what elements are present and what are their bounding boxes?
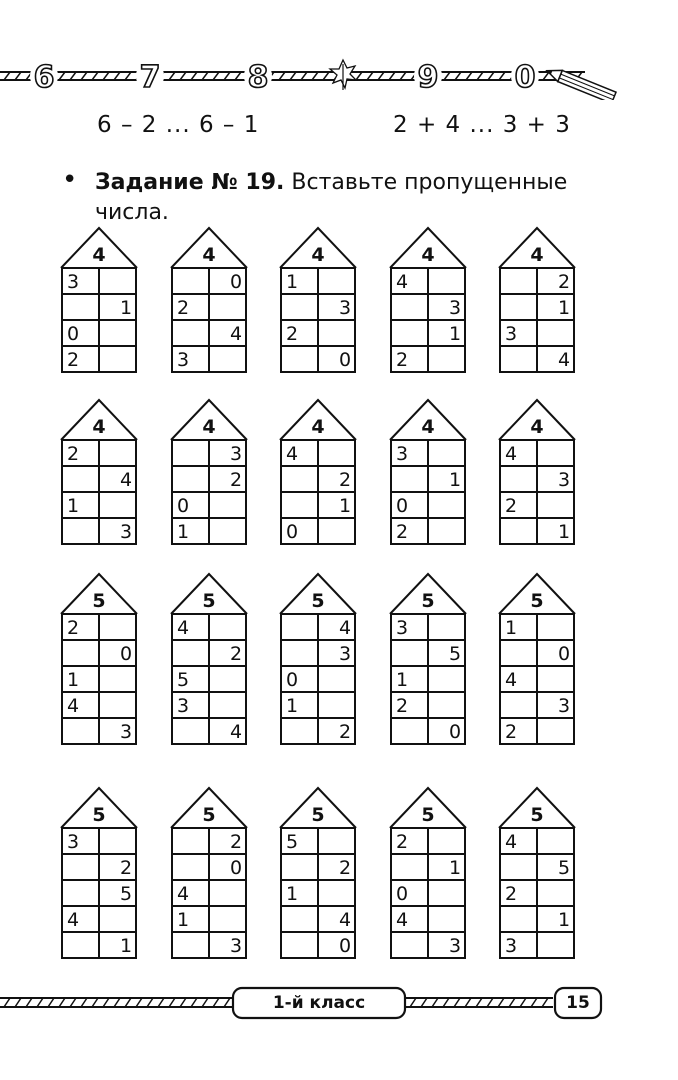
house-cell-number: 4 [177, 617, 190, 639]
house-cell-number: 2 [396, 349, 409, 371]
house-cell-empty[interactable] [501, 269, 536, 293]
house-cell-number: 0 [449, 721, 462, 743]
house-cell-empty[interactable] [282, 933, 317, 957]
house-cell-empty[interactable] [392, 467, 427, 491]
house-cell-number: 3 [339, 297, 352, 319]
house-cell-number: 1 [177, 521, 190, 543]
number-house [61, 400, 137, 544]
number-house [499, 788, 575, 958]
house-cell-empty[interactable] [210, 295, 245, 319]
house-cell-empty[interactable] [100, 907, 135, 931]
house-cell-number: 3 [505, 323, 518, 345]
house-cell-empty[interactable] [392, 719, 427, 743]
house-cell-empty[interactable] [429, 667, 464, 691]
house-roof-number: 5 [311, 590, 325, 612]
number-house [280, 400, 356, 544]
house-cell-number: 1 [558, 297, 571, 319]
house-cell-number: 1 [67, 669, 80, 691]
house-cell-empty[interactable] [173, 719, 208, 743]
house-cell-number: 0 [558, 643, 571, 665]
number-house [280, 228, 356, 372]
house-cell-empty[interactable] [429, 269, 464, 293]
house-cell-empty[interactable] [173, 829, 208, 853]
house-cell-number: 0 [286, 669, 299, 691]
number-house [280, 788, 356, 958]
task-label: Задание № 19. [95, 170, 285, 195]
house-cell-empty[interactable] [538, 719, 573, 743]
house-cell-empty[interactable] [63, 933, 98, 957]
house-cell-empty[interactable] [100, 347, 135, 371]
house-cell-number: 2 [396, 695, 409, 717]
house-cell-empty[interactable] [538, 829, 573, 853]
house-cell-empty[interactable] [173, 641, 208, 665]
house-cell-empty[interactable] [429, 347, 464, 371]
house-roof-number: 4 [202, 416, 216, 438]
number-house [61, 228, 137, 372]
house-cell-empty[interactable] [173, 321, 208, 345]
number-house [390, 788, 466, 958]
number-house [171, 788, 247, 958]
number-house [390, 574, 466, 744]
house-cell-empty[interactable] [392, 641, 427, 665]
house-cell-empty[interactable] [538, 667, 573, 691]
house-cell-empty[interactable] [501, 907, 536, 931]
house-cell-number: 3 [396, 443, 409, 465]
house-cell-number: 2 [505, 721, 518, 743]
house-cell-empty[interactable] [538, 321, 573, 345]
task-text: Вставьте пропущенные числа. [95, 170, 568, 225]
house-cell-empty[interactable] [538, 933, 573, 957]
house-cell-number: 2 [67, 617, 80, 639]
house-cell-number: 1 [120, 297, 133, 319]
house-roof-number: 5 [202, 804, 216, 826]
house-cell-empty[interactable] [282, 493, 317, 517]
house-cell-number: 2 [558, 271, 571, 293]
house-cell-number: 2 [120, 857, 133, 879]
house-roof-number: 4 [421, 244, 435, 266]
house-cell-number: 2 [286, 323, 299, 345]
house-cell-empty[interactable] [501, 855, 536, 879]
house-cell-number: 4 [230, 323, 243, 345]
house-cell-empty[interactable] [392, 295, 427, 319]
house-roof-number: 5 [530, 590, 544, 612]
house-cell-number: 4 [67, 909, 80, 931]
house-cell-number: 1 [505, 617, 518, 639]
number-house [61, 574, 137, 744]
house-cell-empty[interactable] [538, 441, 573, 465]
house-cell-number: 1 [67, 495, 80, 517]
house-cell-empty[interactable] [63, 467, 98, 491]
house-roof-number: 5 [92, 590, 106, 612]
house-roof-number: 4 [530, 416, 544, 438]
house-cell-number: 2 [505, 883, 518, 905]
house-cell-number: 5 [120, 883, 133, 905]
house-cell-number: 1 [449, 469, 462, 491]
house-cell-number: 2 [177, 297, 190, 319]
house-cell-empty[interactable] [63, 641, 98, 665]
house-cell-empty[interactable] [63, 719, 98, 743]
house-cell-empty[interactable] [501, 347, 536, 371]
house-cell-number: 4 [230, 721, 243, 743]
house-cell-empty[interactable] [319, 667, 354, 691]
house-cell-number: 0 [177, 495, 190, 517]
house-cell-number: 0 [230, 857, 243, 879]
house-cell-empty[interactable] [100, 693, 135, 717]
house-roof-number: 5 [530, 804, 544, 826]
house-cell-number: 2 [505, 495, 518, 517]
house-cell-empty[interactable] [210, 493, 245, 517]
house-cell-number: 1 [558, 909, 571, 931]
house-cell-number: 0 [339, 935, 352, 957]
house-roof-number: 4 [92, 244, 106, 266]
house-cell-empty[interactable] [538, 881, 573, 905]
house-cell-empty[interactable] [282, 347, 317, 371]
house-cell-empty[interactable] [173, 269, 208, 293]
house-cell-number: 2 [339, 469, 352, 491]
house-cell-number: 4 [67, 695, 80, 717]
house-cell-empty[interactable] [282, 641, 317, 665]
house-cell-number: 1 [449, 323, 462, 345]
page-number: 15 [566, 993, 590, 1013]
house-cell-number: 3 [558, 695, 571, 717]
house-cell-empty[interactable] [501, 693, 536, 717]
house-cell-number: 3 [230, 935, 243, 957]
house-cell-number: 1 [396, 669, 409, 691]
number-house [171, 400, 247, 544]
house-cell-number: 4 [286, 443, 299, 465]
house-cell-number: 3 [230, 443, 243, 465]
house-cell-number: 2 [67, 443, 80, 465]
house-cell-empty[interactable] [210, 519, 245, 543]
house-cell-empty[interactable] [100, 321, 135, 345]
house-cell-number: 1 [120, 935, 133, 957]
house-cell-empty[interactable] [63, 295, 98, 319]
house-roof-number: 4 [421, 416, 435, 438]
house-cell-number: 0 [339, 349, 352, 371]
comparison-expression-1: 6 – 2 ... 6 – 1 [97, 112, 260, 138]
house-cell-number: 4 [505, 831, 518, 853]
number-house [171, 228, 247, 372]
house-cell-empty[interactable] [63, 881, 98, 905]
number-house [390, 228, 466, 372]
house-cell-empty[interactable] [319, 441, 354, 465]
number-house [61, 788, 137, 958]
house-cell-empty[interactable] [429, 519, 464, 543]
house-cell-number: 2 [396, 521, 409, 543]
house-cell-empty[interactable] [173, 467, 208, 491]
house-cell-empty[interactable] [100, 269, 135, 293]
house-cell-empty[interactable] [282, 467, 317, 491]
house-cell-empty[interactable] [429, 441, 464, 465]
house-cell-number: 0 [120, 643, 133, 665]
house-cell-number: 3 [396, 617, 409, 639]
house-roof-number: 5 [421, 590, 435, 612]
house-roof-number: 4 [202, 244, 216, 266]
house-roof-number: 4 [530, 244, 544, 266]
house-cell-empty[interactable] [319, 693, 354, 717]
house-cell-empty[interactable] [429, 881, 464, 905]
house-cell-empty[interactable] [282, 615, 317, 639]
house-cell-number: 0 [396, 883, 409, 905]
house-cell-number: 2 [230, 469, 243, 491]
house-roof-number: 5 [202, 590, 216, 612]
house-cell-empty[interactable] [429, 907, 464, 931]
house-cell-empty[interactable] [538, 493, 573, 517]
house-cell-number: 3 [505, 935, 518, 957]
house-cell-number: 2 [339, 857, 352, 879]
house-cell-number: 0 [67, 323, 80, 345]
house-cell-number: 4 [339, 617, 352, 639]
house-cell-empty[interactable] [63, 855, 98, 879]
header-digit: 9 [417, 60, 439, 95]
house-cell-number: 4 [396, 271, 409, 293]
house-cell-number: 2 [230, 831, 243, 853]
house-cell-number: 0 [286, 521, 299, 543]
house-cell-empty[interactable] [210, 907, 245, 931]
house-cell-empty[interactable] [210, 667, 245, 691]
house-cell-empty[interactable] [100, 441, 135, 465]
house-cell-empty[interactable] [429, 493, 464, 517]
task-bullet: • [62, 165, 78, 195]
house-cell-empty[interactable] [100, 493, 135, 517]
house-cell-number: 3 [177, 695, 190, 717]
house-cell-number: 5 [558, 857, 571, 879]
house-roof-number: 5 [92, 804, 106, 826]
house-cell-empty[interactable] [429, 693, 464, 717]
number-house [171, 574, 247, 744]
house-cell-empty[interactable] [173, 933, 208, 957]
house-cell-number: 2 [339, 721, 352, 743]
number-house [390, 400, 466, 544]
house-cell-number: 0 [230, 271, 243, 293]
house-cell-number: 3 [558, 469, 571, 491]
house-cell-empty[interactable] [319, 519, 354, 543]
house-cell-number: 1 [286, 883, 299, 905]
house-cell-empty[interactable] [173, 855, 208, 879]
header-digit: 0 [514, 60, 536, 95]
house-cell-number: 2 [67, 349, 80, 371]
house-cell-number: 3 [120, 721, 133, 743]
house-cell-empty[interactable] [501, 641, 536, 665]
house-cell-empty[interactable] [100, 615, 135, 639]
comparison-expression-2: 2 + 4 ... 3 + 3 [393, 112, 571, 138]
house-cell-empty[interactable] [501, 519, 536, 543]
house-cell-number: 3 [120, 521, 133, 543]
house-cell-number: 5 [177, 669, 190, 691]
house-cell-empty[interactable] [173, 441, 208, 465]
house-cell-number: 2 [396, 831, 409, 853]
house-cell-empty[interactable] [501, 295, 536, 319]
house-cell-number: 5 [449, 643, 462, 665]
house-cell-empty[interactable] [501, 467, 536, 491]
house-cell-number: 3 [449, 297, 462, 319]
house-cell-empty[interactable] [210, 881, 245, 905]
house-cell-empty[interactable] [210, 347, 245, 371]
house-cell-number: 4 [177, 883, 190, 905]
house-cell-empty[interactable] [282, 855, 317, 879]
house-cell-empty[interactable] [392, 933, 427, 957]
house-cell-number: 4 [558, 349, 571, 371]
house-roof-number: 5 [311, 804, 325, 826]
house-cell-empty[interactable] [282, 719, 317, 743]
house-cell-number: 1 [286, 695, 299, 717]
grade-label: 1-й класс [272, 993, 366, 1013]
house-cell-empty[interactable] [319, 321, 354, 345]
number-house [499, 400, 575, 544]
number-house [280, 574, 356, 744]
house-roof-number: 5 [421, 804, 435, 826]
house-cell-number: 1 [177, 909, 190, 931]
house-cell-empty[interactable] [282, 295, 317, 319]
house-cell-number: 1 [558, 521, 571, 543]
number-house [499, 574, 575, 744]
house-cell-number: 1 [449, 857, 462, 879]
house-cell-number: 1 [286, 271, 299, 293]
number-house [499, 228, 575, 372]
house-cell-number: 3 [339, 643, 352, 665]
house-cell-empty[interactable] [210, 693, 245, 717]
house-cell-empty[interactable] [100, 829, 135, 853]
house-cell-number: 4 [505, 669, 518, 691]
house-cell-empty[interactable] [429, 615, 464, 639]
house-cell-empty[interactable] [429, 829, 464, 853]
house-cell-empty[interactable] [319, 269, 354, 293]
house-cell-empty[interactable] [319, 881, 354, 905]
house-cell-number: 4 [396, 909, 409, 931]
house-cell-number: 1 [339, 495, 352, 517]
house-roof-number: 4 [311, 416, 325, 438]
house-roof-number: 4 [92, 416, 106, 438]
house-cell-number: 3 [177, 349, 190, 371]
house-roof-number: 4 [311, 244, 325, 266]
house-cell-number: 2 [230, 643, 243, 665]
house-cell-empty[interactable] [282, 907, 317, 931]
house-cell-empty[interactable] [538, 615, 573, 639]
house-cell-number: 4 [505, 443, 518, 465]
house-cell-number: 4 [339, 909, 352, 931]
house-cell-number: 3 [67, 831, 80, 853]
house-cell-empty[interactable] [63, 519, 98, 543]
header-digit: 8 [247, 60, 269, 95]
house-cell-number: 5 [286, 831, 299, 853]
house-cell-empty[interactable] [210, 615, 245, 639]
house-cell-number: 4 [120, 469, 133, 491]
header-digit: 6 [33, 60, 55, 95]
house-cell-empty[interactable] [392, 855, 427, 879]
house-cell-empty[interactable] [100, 667, 135, 691]
house-cell-number: 3 [449, 935, 462, 957]
house-cell-number: 0 [396, 495, 409, 517]
house-cell-empty[interactable] [392, 321, 427, 345]
house-cell-empty[interactable] [319, 829, 354, 853]
header-digit: 7 [139, 60, 161, 95]
house-cell-number: 3 [67, 271, 80, 293]
